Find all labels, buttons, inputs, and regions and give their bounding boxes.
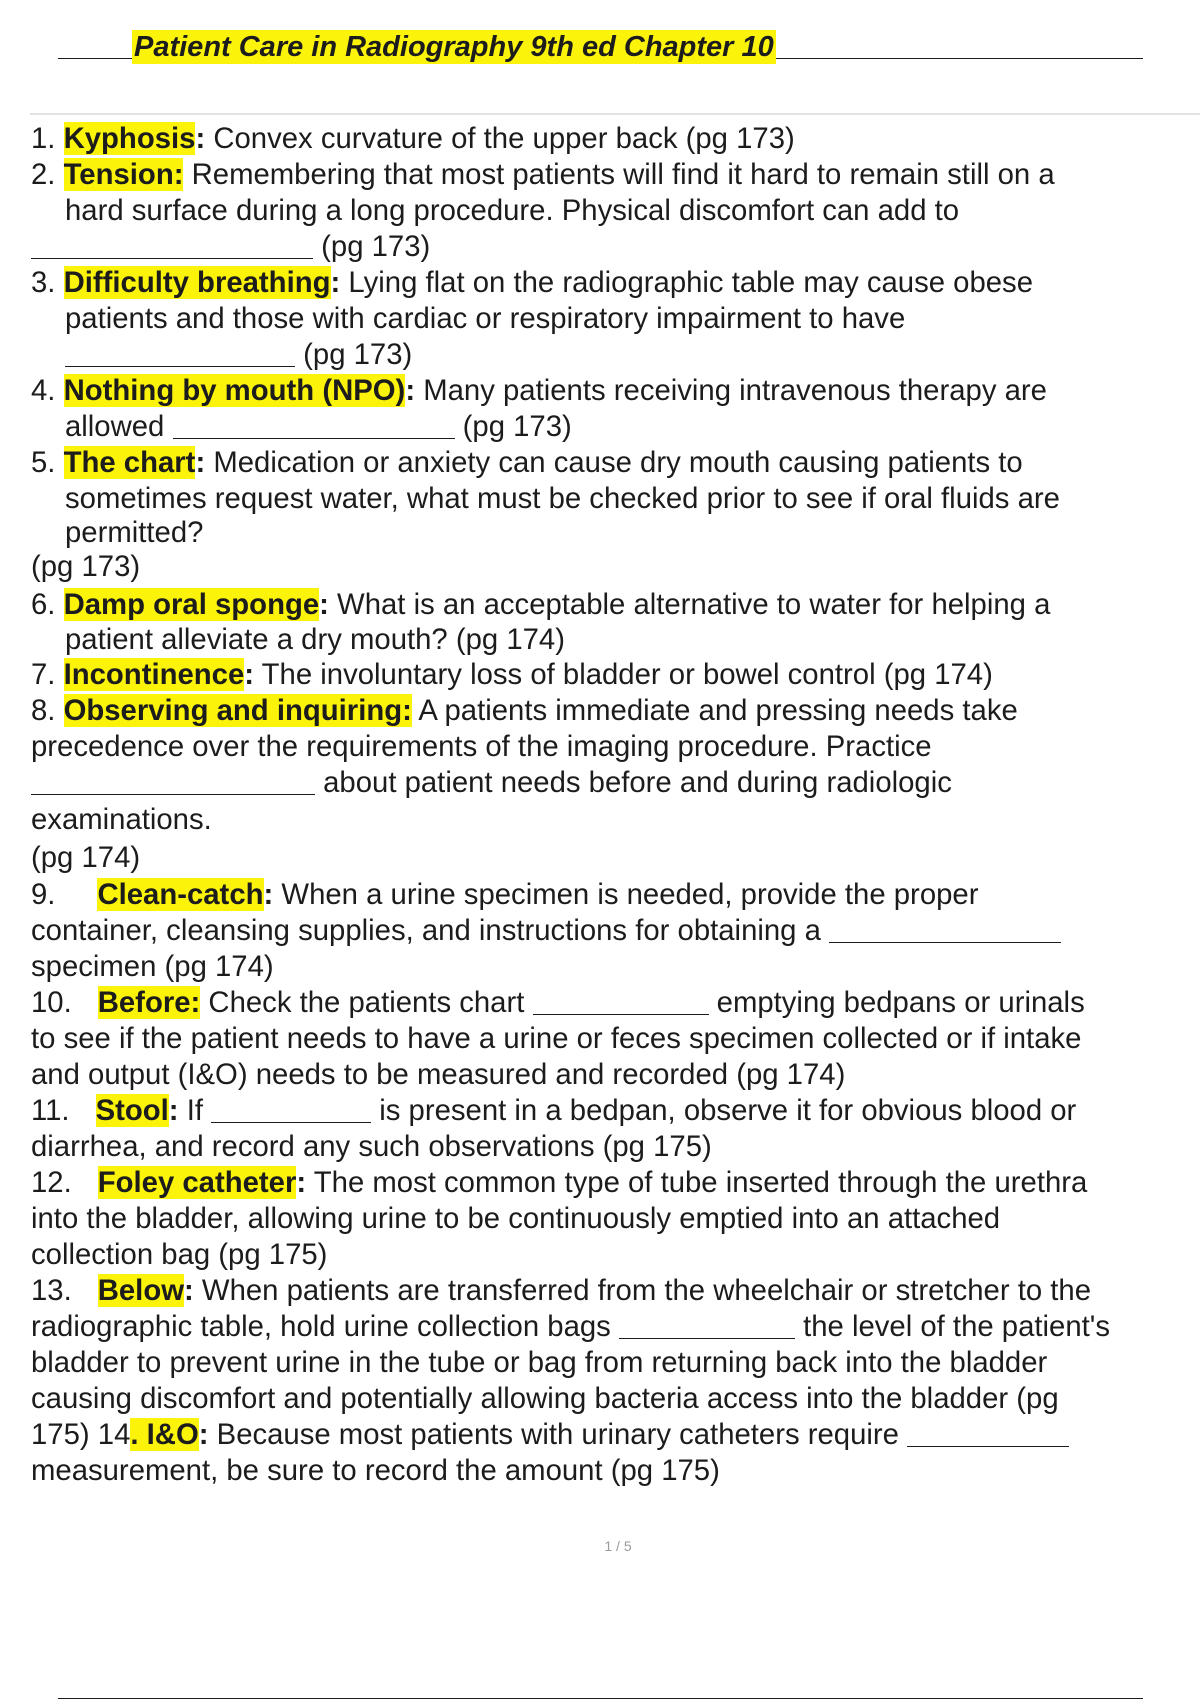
term-colon: : bbox=[319, 588, 329, 621]
item-number: 3. bbox=[31, 266, 56, 299]
item-text: 175) 14 bbox=[31, 1418, 131, 1451]
term-highlight: Below bbox=[97, 1274, 185, 1307]
item-number: 10. bbox=[31, 986, 72, 1019]
term-highlight: Foley catheter bbox=[97, 1166, 297, 1199]
term-highlight: Clean-catch bbox=[97, 878, 264, 911]
item-text: sometimes request water, what must be checked prior to see if oral fluids are bbox=[65, 482, 1060, 515]
item-text: Remembering that most patients will find it hard to remain still on a bbox=[183, 158, 1055, 191]
item-text: When a urine specimen is needed, provide the proper bbox=[273, 878, 979, 911]
term-highlight: Stool bbox=[95, 1094, 169, 1127]
list-item bbox=[31, 1093, 1200, 1129]
answer-blank[interactable] bbox=[173, 414, 455, 439]
item-text: causing discomfort and potentially allowing bacteria access into the bladder (pg bbox=[31, 1382, 1059, 1415]
item-text: hard surface during a long procedure. Physical discomfort can add to bbox=[65, 194, 960, 227]
term-highlight: Before: bbox=[97, 986, 201, 1019]
item-text: The most common type of tube inserted through the urethra bbox=[306, 1166, 1088, 1199]
item-text: examinations. bbox=[31, 803, 212, 836]
item-text: collection bag (pg 175) bbox=[31, 1238, 328, 1271]
item-text: Many patients receiving intravenous therapy are bbox=[415, 374, 1047, 407]
item-text: container, cleansing supplies, and instructions for obtaining a bbox=[31, 914, 830, 947]
term-colon: : bbox=[263, 878, 274, 911]
list-item bbox=[31, 693, 1200, 729]
answer-blank[interactable] bbox=[31, 234, 313, 259]
item-text: Medication or anxiety can cause dry mouth causing patients to bbox=[205, 446, 1023, 479]
answer-blank[interactable] bbox=[619, 1314, 795, 1339]
footer-rule bbox=[58, 1698, 1143, 1699]
term-colon: : bbox=[198, 1418, 209, 1451]
term-colon: : bbox=[184, 1274, 194, 1307]
item-text: The involuntary loss of bladder or bowel control (pg 174) bbox=[254, 658, 993, 691]
item-number: 12. bbox=[31, 1166, 72, 1199]
term-highlight: Observing and inquiring: bbox=[63, 694, 412, 727]
list-item bbox=[31, 1417, 1200, 1453]
answer-blank[interactable] bbox=[65, 342, 295, 367]
item-text: to see if the patient needs to have a urine or feces specimen collected or if intake bbox=[31, 1022, 1082, 1055]
header-divider bbox=[30, 113, 1200, 115]
item-text: (pg 173) bbox=[313, 230, 431, 263]
answer-blank[interactable] bbox=[829, 918, 1061, 943]
term-colon: : bbox=[296, 1166, 307, 1199]
answer-blank[interactable] bbox=[211, 1098, 371, 1123]
term-highlight: Nothing by mouth (NPO) bbox=[63, 374, 406, 407]
page-number: 1 / 5 bbox=[604, 1538, 632, 1554]
item-text: patient alleviate a dry mouth? (pg 174) bbox=[65, 623, 565, 656]
term-colon: : bbox=[330, 266, 341, 299]
item-number: 1. bbox=[31, 122, 56, 155]
list-item bbox=[31, 877, 1200, 913]
item-text: about patient needs before and during radiologic bbox=[315, 766, 952, 799]
item-text-line bbox=[31, 337, 1200, 373]
item-text: permitted? bbox=[65, 516, 204, 549]
list-item bbox=[31, 1165, 1200, 1201]
item-text: measurement, be sure to record the amount (pg 175) bbox=[31, 1454, 720, 1487]
answer-blank[interactable] bbox=[533, 990, 709, 1015]
item-number: 11. bbox=[31, 1094, 70, 1127]
term-colon: : bbox=[168, 1094, 179, 1127]
item-text-line bbox=[31, 1309, 1200, 1345]
answer-blank[interactable] bbox=[907, 1422, 1069, 1447]
item-text-line bbox=[31, 913, 1200, 949]
term-colon: : bbox=[195, 446, 206, 479]
item-text: (pg 173) bbox=[31, 550, 141, 583]
list-item bbox=[31, 1273, 1200, 1309]
list-item bbox=[31, 265, 1200, 301]
answer-blank[interactable] bbox=[31, 770, 315, 795]
term-colon: : bbox=[244, 658, 255, 691]
item-text: Check the patients chart bbox=[200, 986, 533, 1019]
list-item bbox=[31, 657, 1200, 693]
term-highlight: Damp oral sponge bbox=[63, 588, 320, 621]
item-text: If bbox=[178, 1094, 212, 1127]
item-text-line bbox=[31, 765, 1200, 801]
item-text: is present in a bedpan, observe it for obvious blood or bbox=[371, 1094, 1077, 1127]
item-text: and output (I&O) needs to be measured and recorded (pg 174) bbox=[31, 1058, 846, 1091]
item-number: 2. bbox=[31, 158, 56, 191]
item-text: (pg 174) bbox=[31, 841, 141, 874]
item-text: When patients are transferred from the wheelchair or stretcher to the bbox=[193, 1274, 1092, 1307]
question-list bbox=[31, 121, 1200, 1489]
item-text: Lying flat on the radiographic table may cause obese bbox=[340, 266, 1033, 299]
item-number: 7. bbox=[31, 658, 56, 691]
item-number: 8. bbox=[31, 694, 56, 727]
term-colon: : bbox=[195, 122, 206, 155]
item-text: into the bladder, allowing urine to be continuously emptied into an attached bbox=[31, 1202, 1001, 1235]
item-text: (pg 173) bbox=[454, 410, 572, 443]
item-text: What is an acceptable alternative to water for helping a bbox=[328, 588, 1051, 621]
term-highlight: The chart bbox=[63, 446, 196, 479]
item-text: emptying bedpans or urinals bbox=[708, 986, 1085, 1019]
item-number: 4. bbox=[31, 374, 56, 407]
item-text: A patients immediate and pressing needs take bbox=[411, 694, 1018, 727]
item-text: bladder to prevent urine in the tube or bag from returning back into the bladder bbox=[31, 1346, 1048, 1379]
item-text-line bbox=[31, 409, 1200, 445]
list-item bbox=[31, 985, 1200, 1021]
item-text: (pg 173) bbox=[295, 338, 413, 371]
item-text: Convex curvature of the upper back (pg 173) bbox=[205, 122, 795, 155]
item-text-line bbox=[31, 229, 1200, 265]
item-text: the level of the patient's bbox=[794, 1310, 1110, 1343]
item-text: specimen (pg 174) bbox=[31, 950, 274, 983]
item-text: precedence over the requirements of the imaging procedure. Practice bbox=[31, 730, 932, 763]
term-highlight: . I&O bbox=[130, 1418, 199, 1451]
list-item bbox=[31, 445, 1200, 481]
item-text: radiographic table, hold urine collection bags bbox=[31, 1310, 619, 1343]
item-number: 13. bbox=[31, 1274, 72, 1307]
term-highlight: Kyphosis bbox=[63, 122, 196, 155]
item-text: allowed bbox=[65, 410, 173, 443]
term-highlight: Difficulty breathing bbox=[63, 266, 331, 299]
item-number: 9. bbox=[31, 878, 56, 911]
item-text: patients and those with cardiac or respiratory impairment to have bbox=[65, 302, 906, 335]
list-item bbox=[31, 373, 1200, 409]
page-title: Patient Care in Radiography 9th ed Chapter 10 bbox=[134, 31, 774, 63]
term-colon: : bbox=[405, 374, 416, 407]
term-highlight: Tension: bbox=[63, 158, 184, 191]
item-number: 5. bbox=[31, 446, 56, 479]
item-text: Because most patients with urinary catheters require bbox=[208, 1418, 908, 1451]
list-item bbox=[31, 157, 1200, 193]
term-highlight: Incontinence bbox=[63, 658, 245, 691]
item-number: 6. bbox=[31, 588, 56, 621]
list-item bbox=[31, 587, 1200, 623]
title-block bbox=[58, 26, 1143, 66]
item-text: diarrhea, and record any such observations (pg 175) bbox=[31, 1130, 712, 1163]
list-item bbox=[31, 121, 1200, 157]
